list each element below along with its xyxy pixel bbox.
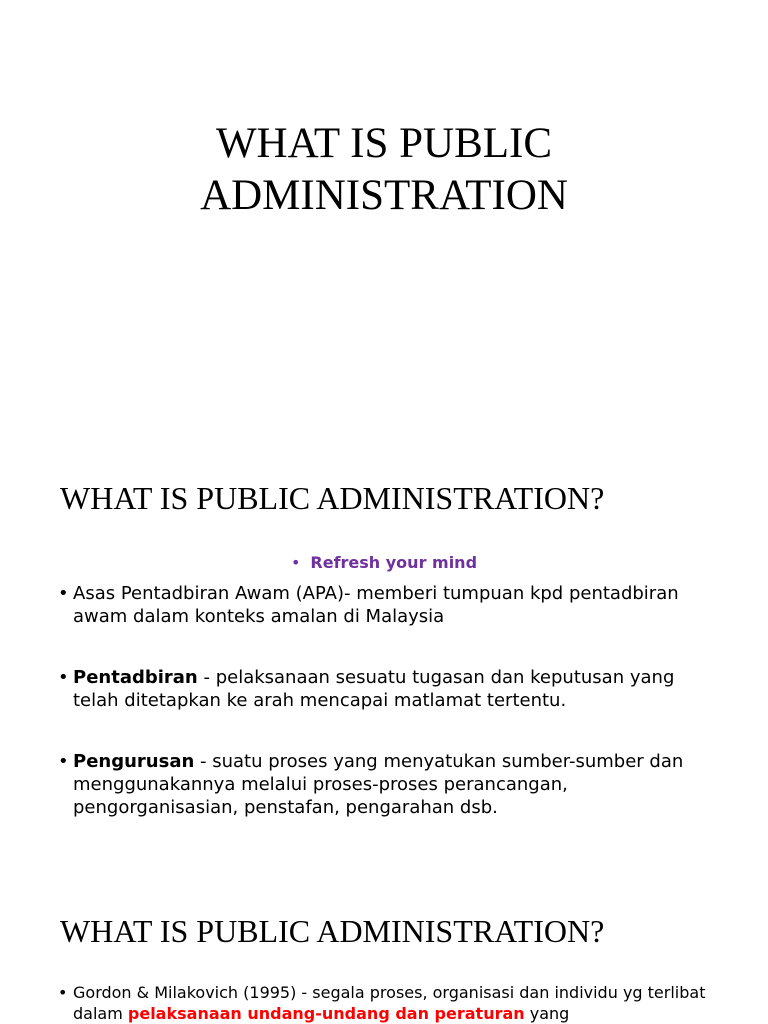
slide-gordon-milakovich — [0, 864, 768, 1024]
bullet-text: - suatu proses yang menyatukan sumber-sumber dan menggunakannya melalui proses-proses perancangan, pengorganisasian, penstafan, pengarahan dsb. — [73, 751, 684, 818]
highlighted-text: pelaksanaan undang-undang dan peraturan — [127, 1004, 525, 1023]
bullet-text: - pelaksanaan sesuatu tugasan dan keputusan yang telah ditetapkan ke arah mencapai matlamat tertentu. — [73, 667, 675, 711]
page-title — [0, 118, 768, 222]
sub-bullet — [0, 551, 768, 575]
list-item — [58, 750, 718, 819]
bullet-term: Pengurusan — [73, 751, 195, 772]
bullet-term: Pentadbiran — [73, 667, 198, 688]
slide-heading: WHAT IS PUBLIC ADMINISTRATION? — [60, 913, 605, 949]
list-item — [58, 982, 730, 1024]
bullet-icon: • — [290, 553, 301, 572]
bullet-text: Gordon & Milakovich (1995) - segala proses, organisasi dan individu yg terlibat dalam — [73, 983, 706, 1023]
bullet-text-end: yang — [524, 1004, 570, 1023]
bullet-list — [58, 982, 730, 1024]
list-item — [58, 666, 718, 712]
slide-heading: WHAT IS PUBLIC ADMINISTRATION? — [60, 480, 605, 516]
slide-title — [0, 0, 768, 432]
slide-definitions — [0, 432, 768, 864]
title-line-1: WHAT IS PUBLIC — [215, 120, 553, 167]
bullet-text: Asas Pentadbiran Awam (APA)- memberi tumpuan kpd pentadbiran awam dalam konteks amalan di Malaysia — [73, 583, 679, 627]
list-item — [58, 582, 718, 628]
sub-bullet-text: Refresh your mind — [310, 553, 478, 572]
bullet-icon: • — [58, 751, 69, 772]
bullet-icon: • — [58, 667, 69, 688]
bullet-list — [58, 582, 718, 857]
bullet-icon: • — [58, 583, 69, 604]
title-line-2: ADMINISTRATION — [200, 172, 568, 219]
bullet-icon: • — [58, 983, 68, 1002]
